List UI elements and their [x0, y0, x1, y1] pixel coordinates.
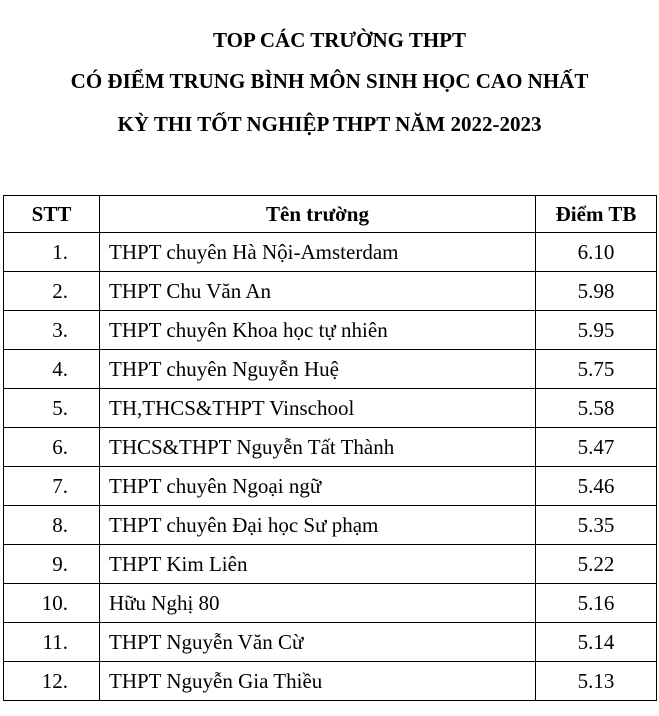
row-stt: 7. [4, 467, 100, 506]
row-average-score: 5.13 [536, 662, 657, 701]
row-stt: 3. [4, 311, 100, 350]
row-school-name: THPT Kim Liên [100, 545, 536, 584]
table-row [4, 662, 657, 701]
title-line-1: TOP CÁC TRƯỜNG THPT [212, 28, 466, 52]
table-row [4, 545, 657, 584]
row-school-name: TH,THCS&THPT Vinschool [100, 389, 536, 428]
row-school-name: THPT Nguyễn Gia Thiều [100, 662, 536, 701]
title-line-3: KỲ THI TỐT NGHIỆP THPT NĂM 2022-2023 [117, 112, 542, 136]
row-average-score: 5.14 [536, 623, 657, 662]
row-stt: 2. [4, 272, 100, 311]
table-row [4, 506, 657, 545]
table-row [4, 233, 657, 272]
table-header-row [4, 196, 657, 233]
row-stt: 10. [4, 584, 100, 623]
row-school-name: THPT Chu Văn An [100, 272, 536, 311]
row-stt: 9. [4, 545, 100, 584]
header-average-score: Điểm TB [536, 196, 657, 233]
header-stt: STT [4, 196, 100, 233]
row-average-score: 5.75 [536, 350, 657, 389]
row-school-name: THPT chuyên Đại học Sư phạm [100, 506, 536, 545]
row-school-name: THPT chuyên Hà Nội-Amsterdam [100, 233, 536, 272]
ranking-table [3, 195, 657, 701]
table-row [4, 584, 657, 623]
row-stt: 5. [4, 389, 100, 428]
row-school-name: THPT chuyên Nguyễn Huệ [100, 350, 536, 389]
row-average-score: 5.22 [536, 545, 657, 584]
row-average-score: 5.16 [536, 584, 657, 623]
title-line-2: CÓ ĐIỂM TRUNG BÌNH MÔN SINH HỌC CAO NHẤT [70, 69, 589, 93]
header-school-name: Tên trường [100, 196, 536, 233]
row-school-name: THPT chuyên Ngoại ngữ [100, 467, 536, 506]
table-row [4, 350, 657, 389]
row-stt: 6. [4, 428, 100, 467]
table-row [4, 467, 657, 506]
row-average-score: 5.98 [536, 272, 657, 311]
row-stt: 12. [4, 662, 100, 701]
row-school-name: THPT chuyên Khoa học tự nhiên [100, 311, 536, 350]
row-average-score: 5.35 [536, 506, 657, 545]
row-average-score: 5.47 [536, 428, 657, 467]
table-row [4, 428, 657, 467]
row-average-score: 5.95 [536, 311, 657, 350]
table-row [4, 311, 657, 350]
table-row [4, 389, 657, 428]
row-school-name: THCS&THPT Nguyễn Tất Thành [100, 428, 536, 467]
row-stt: 4. [4, 350, 100, 389]
table-row [4, 623, 657, 662]
row-stt: 8. [4, 506, 100, 545]
row-stt: 11. [4, 623, 100, 662]
row-average-score: 5.58 [536, 389, 657, 428]
row-average-score: 6.10 [536, 233, 657, 272]
row-school-name: Hữu Nghị 80 [100, 584, 536, 623]
row-school-name: THPT Nguyễn Văn Cừ [100, 623, 536, 662]
row-stt: 1. [4, 233, 100, 272]
row-average-score: 5.46 [536, 467, 657, 506]
table-row [4, 272, 657, 311]
